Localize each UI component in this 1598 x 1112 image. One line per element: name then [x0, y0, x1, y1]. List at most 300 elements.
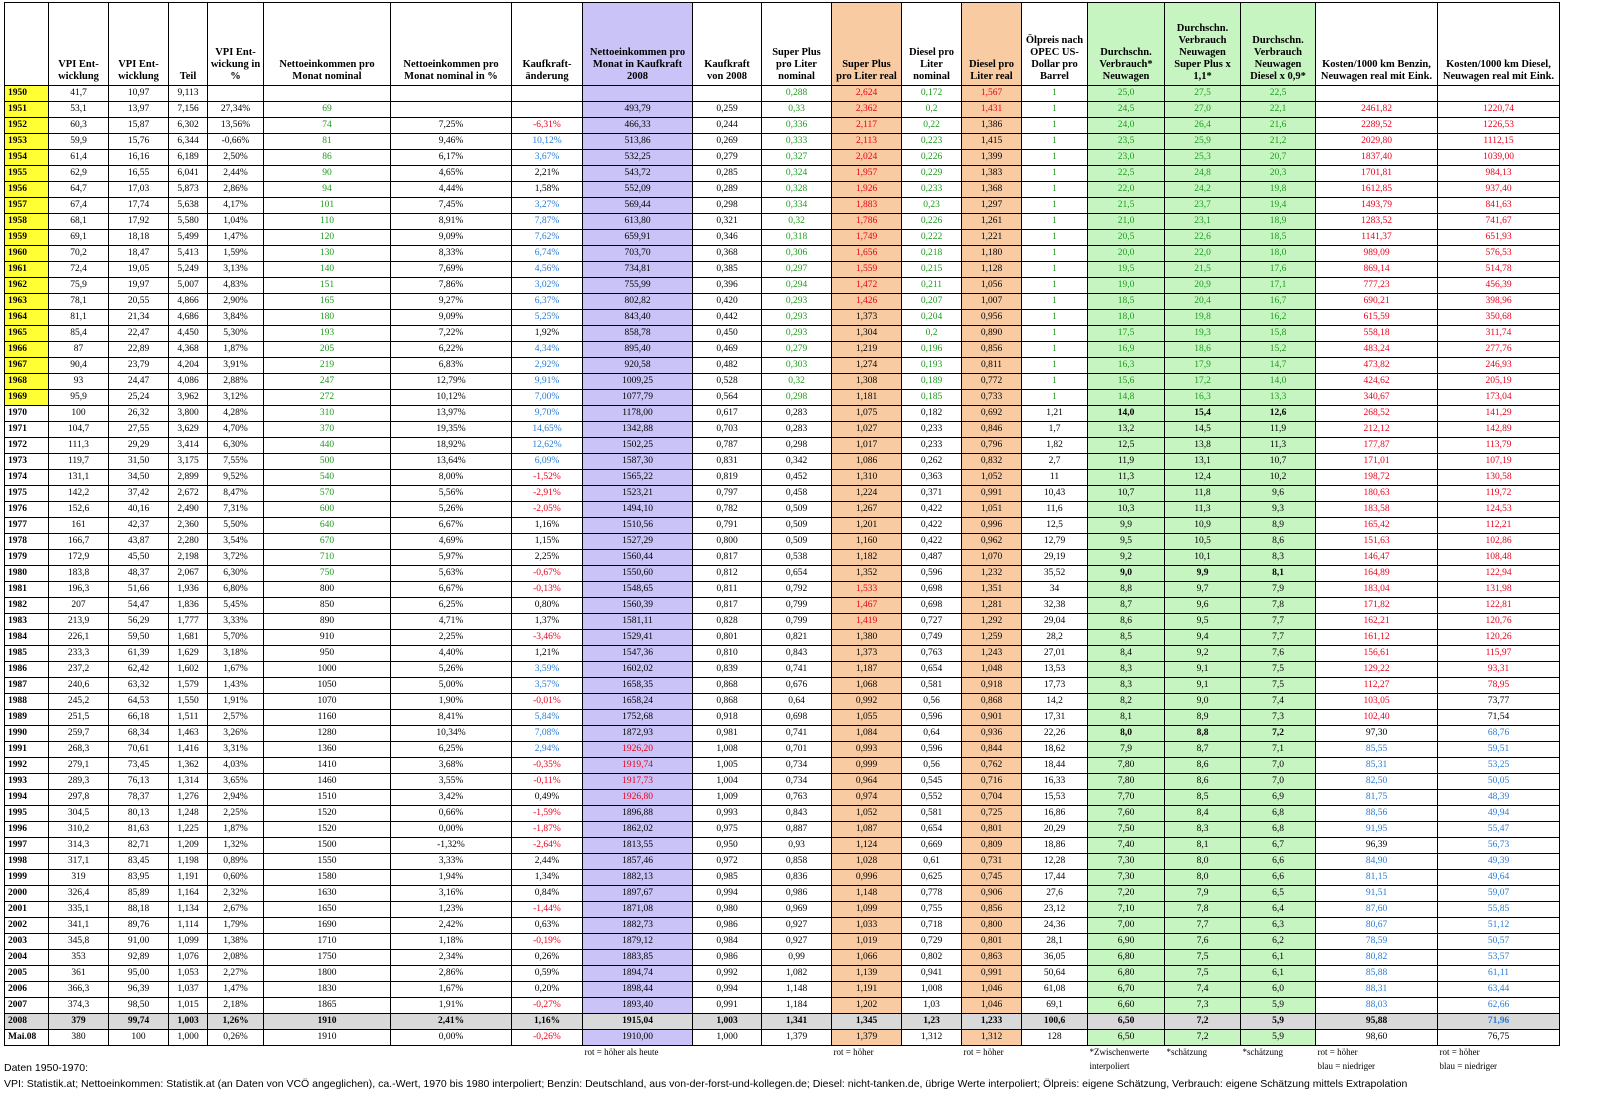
table-cell: 0,956	[962, 310, 1022, 326]
table-cell: 0,324	[762, 166, 832, 182]
table-cell: 14,7	[1241, 358, 1316, 374]
table-cell: 19,05	[109, 262, 169, 278]
table-cell: 0,986	[693, 918, 762, 934]
table-cell: 1112,15	[1438, 134, 1560, 150]
table-cell: 1630	[264, 886, 391, 902]
table-cell: 1658,35	[583, 678, 693, 694]
table-cell: 0,763	[902, 646, 962, 662]
table-cell: 16,16	[109, 150, 169, 166]
table-cell: 50,57	[1438, 934, 1560, 950]
table-cell: 78,1	[49, 294, 109, 310]
year-cell: 2003	[5, 934, 49, 950]
table-cell: 1	[1022, 182, 1088, 198]
table-cell: 7,30	[1088, 854, 1165, 870]
year-cell: 2004	[5, 950, 49, 966]
table-cell: 0,269	[693, 134, 762, 150]
table-cell: 2461,82	[1316, 102, 1438, 118]
table-cell: 50,64	[1022, 966, 1088, 982]
table-cell: 21,5	[1165, 262, 1241, 278]
table-cell: 205,19	[1438, 374, 1560, 390]
table-cell: 7,6	[1241, 646, 1316, 662]
table-cell: 1,386	[962, 118, 1022, 134]
table-cell: 25,24	[109, 390, 169, 406]
table-cell: 1070	[264, 694, 391, 710]
table-cell: 3,42%	[391, 790, 512, 806]
table-cell: 16,3	[1165, 390, 1241, 406]
table-cell: 1,368	[962, 182, 1022, 198]
table-cell: 31,50	[109, 454, 169, 470]
table-cell: 20,29	[1022, 822, 1088, 838]
table-cell: 1,16%	[512, 1014, 583, 1030]
table-cell: 76,13	[109, 774, 169, 790]
table-cell: 8,9	[1165, 710, 1241, 726]
table-cell: -0,35%	[512, 758, 583, 774]
table-cell: 7,9	[1241, 582, 1316, 598]
table-cell: 0,996	[962, 518, 1022, 534]
table-cell: 8,47%	[208, 486, 264, 502]
table-cell: 1,007	[962, 294, 1022, 310]
column-header-5: Nettoeinkommen pro Monat nominal	[264, 3, 391, 86]
table-cell: 0,991	[693, 998, 762, 1014]
year-cell: 1958	[5, 214, 49, 230]
table-cell: 10,1	[1165, 550, 1241, 566]
table-cell: 68,34	[109, 726, 169, 742]
table-row	[5, 406, 1560, 422]
column-header-6: Nettoeinkommen pro Monat nominal in %	[391, 3, 512, 86]
table-cell: 140	[264, 262, 391, 278]
table-cell: -2,64%	[512, 838, 583, 854]
table-cell: -1,59%	[512, 806, 583, 822]
table-cell: 0,61	[902, 854, 962, 870]
table-cell: 0,906	[962, 886, 1022, 902]
table-row	[5, 550, 1560, 566]
table-cell: 24,47	[109, 374, 169, 390]
table-cell: 319	[49, 870, 109, 886]
table-cell: 16,3	[1088, 358, 1165, 374]
table-cell: 0,80%	[512, 598, 583, 614]
table-cell: 9,52%	[208, 470, 264, 486]
table-cell: 13,97	[109, 102, 169, 118]
table-cell: 1,91%	[391, 998, 512, 1014]
table-row	[5, 182, 1560, 198]
table-cell: 1000	[264, 662, 391, 678]
table-cell: 0,676	[762, 678, 832, 694]
table-cell: 0,782	[693, 502, 762, 518]
table-cell: 1	[1022, 214, 1088, 230]
table-cell: 1,34%	[512, 870, 583, 886]
table-cell: 5,45%	[208, 598, 264, 614]
table-cell: 2,41%	[391, 1014, 512, 1030]
table-cell: 8,6	[1165, 774, 1241, 790]
table-cell: 2,024	[832, 150, 902, 166]
table-cell: 6,67%	[391, 582, 512, 598]
table-cell: 226,1	[49, 630, 109, 646]
table-cell: 27,5	[1165, 86, 1241, 102]
table-cell: 1,267	[832, 502, 902, 518]
table-cell: 1	[1022, 278, 1088, 294]
table-cell: 16,9	[1088, 342, 1165, 358]
table-cell: 1,79%	[208, 918, 264, 934]
table-cell: 1,380	[832, 630, 902, 646]
table-cell: 0,23	[902, 198, 962, 214]
table-cell: 1,052	[962, 470, 1022, 486]
table-row	[5, 790, 1560, 806]
table-cell: 85,4	[49, 326, 109, 342]
table-cell: 3,962	[169, 390, 208, 406]
table-cell: -0,27%	[512, 998, 583, 1014]
table-cell: 172,9	[49, 550, 109, 566]
table-cell: 7,10	[1088, 902, 1165, 918]
table-cell: 24,8	[1165, 166, 1241, 182]
table-cell: 9,2	[1165, 646, 1241, 662]
table-cell: 40,16	[109, 502, 169, 518]
table-cell: 14,0	[1088, 406, 1165, 422]
table-cell: 17,9	[1165, 358, 1241, 374]
table-cell: 366,3	[49, 982, 109, 998]
table-cell: 2,86%	[208, 182, 264, 198]
table-cell: 22,47	[109, 326, 169, 342]
table-cell: 0,812	[693, 566, 762, 582]
table-cell: 1039,00	[1438, 150, 1560, 166]
table-cell: 1926,80	[583, 790, 693, 806]
table-cell: 0,831	[693, 454, 762, 470]
year-cell: 1979	[5, 550, 49, 566]
table-cell: 11,6	[1022, 502, 1088, 518]
table-row	[5, 374, 1560, 390]
table-cell: 0,734	[762, 758, 832, 774]
table-cell: 18,0	[1088, 310, 1165, 326]
table-cell: 570	[264, 486, 391, 502]
table-cell: 61,39	[109, 646, 169, 662]
table-cell: 21,2	[1241, 134, 1316, 150]
table-cell: 0,336	[762, 118, 832, 134]
table-cell: 2,44%	[512, 854, 583, 870]
table-cell: 1,656	[832, 246, 902, 262]
table-cell: 0,32	[762, 374, 832, 390]
table-cell: 1862,02	[583, 822, 693, 838]
table-cell: 615,59	[1316, 310, 1438, 326]
table-row	[5, 950, 1560, 966]
table-cell: 0,729	[902, 934, 962, 950]
table-cell: 1,082	[762, 966, 832, 982]
table-cell: 456,39	[1438, 278, 1560, 294]
table-cell: 115,97	[1438, 646, 1560, 662]
year-cell: 1991	[5, 742, 49, 758]
table-cell: 1,219	[832, 342, 902, 358]
table-cell: 0,799	[762, 614, 832, 630]
table-cell: 4,34%	[512, 342, 583, 358]
table-cell: 0,868	[693, 678, 762, 694]
table-cell: 18,92%	[391, 438, 512, 454]
table-cell: 0,509	[762, 534, 832, 550]
table-cell: 22,5	[1088, 166, 1165, 182]
table-row	[5, 582, 1560, 598]
table-cell: 1917,73	[583, 774, 693, 790]
table-cell: 49,39	[1438, 854, 1560, 870]
table-cell: 1529,41	[583, 630, 693, 646]
column-header-15: Durchschn. Verbrauch* Neuwagen	[1088, 3, 1165, 86]
table-cell: 8,3	[1088, 678, 1165, 694]
table-cell: 12,62%	[512, 438, 583, 454]
table-cell: 310,2	[49, 822, 109, 838]
table-cell: 7,86%	[391, 278, 512, 294]
table-cell: 0,972	[693, 854, 762, 870]
table-cell: 1	[1022, 150, 1088, 166]
table-cell: 0,528	[693, 374, 762, 390]
table-cell: 3,12%	[208, 390, 264, 406]
table-cell: 247	[264, 374, 391, 390]
table-cell: 1,139	[832, 966, 902, 982]
note-kosten-diesel: rot = höher	[1439, 1047, 1480, 1057]
table-row	[5, 774, 1560, 790]
year-cell: 2005	[5, 966, 49, 982]
table-cell: 2,624	[832, 86, 902, 102]
table-cell: 8,9	[1241, 518, 1316, 534]
table-cell: 0,22	[902, 118, 962, 134]
table-cell: 1,373	[832, 646, 902, 662]
table-cell: 1,836	[169, 598, 208, 614]
table-cell: 6,8	[1241, 806, 1316, 822]
table-row	[5, 806, 1560, 822]
table-cell: 0,450	[693, 326, 762, 342]
table-cell: 0,422	[902, 502, 962, 518]
table-cell: 4,03%	[208, 758, 264, 774]
table-cell: 1,009	[693, 790, 762, 806]
table-cell: 7,2	[1165, 1014, 1241, 1030]
table-cell: 95,9	[49, 390, 109, 406]
table-cell: 0,218	[902, 246, 962, 262]
table-cell: 6,1	[1241, 950, 1316, 966]
table-cell: 96,39	[109, 982, 169, 998]
year-cell: 1969	[5, 390, 49, 406]
table-cell: 156,61	[1316, 646, 1438, 662]
table-row	[5, 742, 1560, 758]
table-cell: 1,209	[169, 838, 208, 854]
table-cell: 9,7	[1165, 582, 1241, 598]
table-cell: 1910,00	[583, 1030, 693, 1046]
table-cell: 183,8	[49, 566, 109, 582]
table-cell: 1,099	[169, 934, 208, 950]
table-cell: 7,80	[1088, 758, 1165, 774]
table-cell: 1612,85	[1316, 182, 1438, 198]
table-cell: 0,32	[762, 214, 832, 230]
table-cell: 2,32%	[208, 886, 264, 902]
table-cell: 0,991	[962, 486, 1022, 502]
table-cell: 1752,68	[583, 710, 693, 726]
note-kosten-benzin-2: blau = niedriger	[1317, 1061, 1376, 1071]
table-cell: 6,6	[1241, 854, 1316, 870]
table-cell: 0,2	[902, 326, 962, 342]
table-cell: 129,22	[1316, 662, 1438, 678]
table-cell: 1	[1022, 134, 1088, 150]
table-cell: 29,04	[1022, 614, 1088, 630]
table-row	[5, 886, 1560, 902]
table-cell: 2,21%	[512, 166, 583, 182]
table-cell: 0,985	[693, 870, 762, 886]
table-cell: 28,1	[1022, 934, 1088, 950]
table-cell: 1220,74	[1438, 102, 1560, 118]
year-cell: 1992	[5, 758, 49, 774]
table-cell: 1,232	[962, 566, 1022, 582]
table-cell: 8,8	[1088, 582, 1165, 598]
table-cell: 63,32	[109, 678, 169, 694]
table-row	[5, 150, 1560, 166]
table-cell: 162,21	[1316, 614, 1438, 630]
table-cell: -0,01%	[512, 694, 583, 710]
table-cell: 2,280	[169, 534, 208, 550]
table-cell: 1,308	[832, 374, 902, 390]
table-cell: 2,50%	[208, 150, 264, 166]
table-cell: 710	[264, 550, 391, 566]
table-cell: 7,31%	[208, 502, 264, 518]
table-cell: 3,175	[169, 454, 208, 470]
table-cell: 1550,60	[583, 566, 693, 582]
table-cell: 0,980	[693, 902, 762, 918]
table-cell: 41,7	[49, 86, 109, 102]
table-cell: 1,23	[902, 1014, 962, 1030]
table-cell: 13,3	[1241, 390, 1316, 406]
table-cell: 1,579	[169, 678, 208, 694]
table-cell: 93	[49, 374, 109, 390]
table-cell: 4,204	[169, 358, 208, 374]
table-cell: 18,5	[1241, 230, 1316, 246]
table-cell: 11	[1022, 470, 1088, 486]
table-cell: 0,420	[693, 294, 762, 310]
table-cell: 0,283	[762, 406, 832, 422]
table-cell: 858,78	[583, 326, 693, 342]
table-cell: 6,5	[1241, 886, 1316, 902]
table-cell: 1,182	[832, 550, 902, 566]
table-cell: 345,8	[49, 934, 109, 950]
table-cell: 9,6	[1165, 598, 1241, 614]
table-cell: 314,3	[49, 838, 109, 854]
table-cell: 0,189	[902, 374, 962, 390]
table-cell: 0,552	[902, 790, 962, 806]
table-cell: 12,79	[1022, 534, 1088, 550]
table-cell: 68,1	[49, 214, 109, 230]
table-cell: 1,416	[169, 742, 208, 758]
table-cell: 97,30	[1316, 726, 1438, 742]
table-cell: 1,90%	[391, 694, 512, 710]
table-row	[5, 102, 1560, 118]
table-cell: 19,5	[1088, 262, 1165, 278]
table-cell: 26,32	[109, 406, 169, 422]
table-cell: 0,994	[693, 982, 762, 998]
column-header-4: VPI Ent-wickung in %	[208, 3, 264, 86]
table-cell: 0,918	[693, 710, 762, 726]
year-cell: 1972	[5, 438, 49, 454]
table-cell: 1,004	[693, 774, 762, 790]
table-cell: 483,24	[1316, 342, 1438, 358]
year-cell: 2007	[5, 998, 49, 1014]
table-cell: 1883,85	[583, 950, 693, 966]
note-verbrauch: *Zwischenwerte	[1089, 1047, 1149, 1057]
table-cell: 1,472	[832, 278, 902, 294]
table-cell: 5,30%	[208, 326, 264, 342]
table-cell: 1050	[264, 678, 391, 694]
table-cell: 146,47	[1316, 550, 1438, 566]
table-cell: 0,846	[962, 422, 1022, 438]
table-cell: 34,50	[109, 470, 169, 486]
table-cell: 43,87	[109, 534, 169, 550]
table-cell: 0,984	[693, 934, 762, 950]
table-cell: 0,233	[902, 182, 962, 198]
table-cell: 1547,36	[583, 646, 693, 662]
table-cell: 122,94	[1438, 566, 1560, 582]
table-cell: 0,452	[762, 470, 832, 486]
table-cell: 25,9	[1165, 134, 1241, 150]
table-cell: 12,4	[1165, 470, 1241, 486]
table-cell: 151	[264, 278, 391, 294]
table-cell: 0,969	[762, 902, 832, 918]
table-cell: 4,65%	[391, 166, 512, 182]
table-cell: 7,08%	[512, 726, 583, 742]
table-cell: 9,1	[1165, 662, 1241, 678]
table-cell: 6,041	[169, 166, 208, 182]
table-cell: 1894,74	[583, 966, 693, 982]
year-cell: 1984	[5, 630, 49, 646]
table-row	[5, 646, 1560, 662]
table-cell: 1,749	[832, 230, 902, 246]
table-cell: 119,7	[49, 454, 109, 470]
table-cell: 1,362	[169, 758, 208, 774]
table-cell: 304,5	[49, 806, 109, 822]
table-cell: 120,26	[1438, 630, 1560, 646]
table-cell: 7,80	[1088, 774, 1165, 790]
table-cell: 0,996	[832, 870, 902, 886]
table-cell: 0,797	[693, 486, 762, 502]
table-cell: 1,21	[1022, 406, 1088, 422]
table-cell: 777,23	[1316, 278, 1438, 294]
table-cell: 0,810	[693, 646, 762, 662]
table-cell: 62,9	[49, 166, 109, 182]
year-cell: 1967	[5, 358, 49, 374]
table-cell: 92,89	[109, 950, 169, 966]
table-cell: 6,189	[169, 150, 208, 166]
table-cell: 3,65%	[208, 774, 264, 790]
table-cell: 205	[264, 342, 391, 358]
table-row	[5, 326, 1560, 342]
table-cell: 246,93	[1438, 358, 1560, 374]
table-cell: 4,450	[169, 326, 208, 342]
table-cell: 2,25%	[208, 806, 264, 822]
table-cell: 374,3	[49, 998, 109, 1014]
table-cell: 29,29	[109, 438, 169, 454]
table-cell: 1009,25	[583, 374, 693, 390]
table-cell: 7,4	[1241, 694, 1316, 710]
table-cell: 7,40	[1088, 838, 1165, 854]
year-cell: 2000	[5, 886, 49, 902]
table-cell: 245,2	[49, 694, 109, 710]
table-cell: -1,52%	[512, 470, 583, 486]
note-kosten-benzin: rot = höher	[1317, 1047, 1358, 1057]
table-cell: 279,1	[49, 758, 109, 774]
table-cell: 4,56%	[512, 262, 583, 278]
year-cell: 1954	[5, 150, 49, 166]
table-cell: 0,298	[693, 198, 762, 214]
table-cell: 98,50	[109, 998, 169, 1014]
table-cell: 3,414	[169, 438, 208, 454]
table-cell: 850	[264, 598, 391, 614]
table-cell: 0,698	[902, 582, 962, 598]
table-cell: 0,196	[902, 342, 962, 358]
table-cell: 161	[49, 518, 109, 534]
table-cell: 1502,25	[583, 438, 693, 454]
table-cell: 6,25%	[391, 742, 512, 758]
table-cell: 0,887	[762, 822, 832, 838]
table-cell: 0,262	[902, 454, 962, 470]
table-cell: 14,0	[1241, 374, 1316, 390]
